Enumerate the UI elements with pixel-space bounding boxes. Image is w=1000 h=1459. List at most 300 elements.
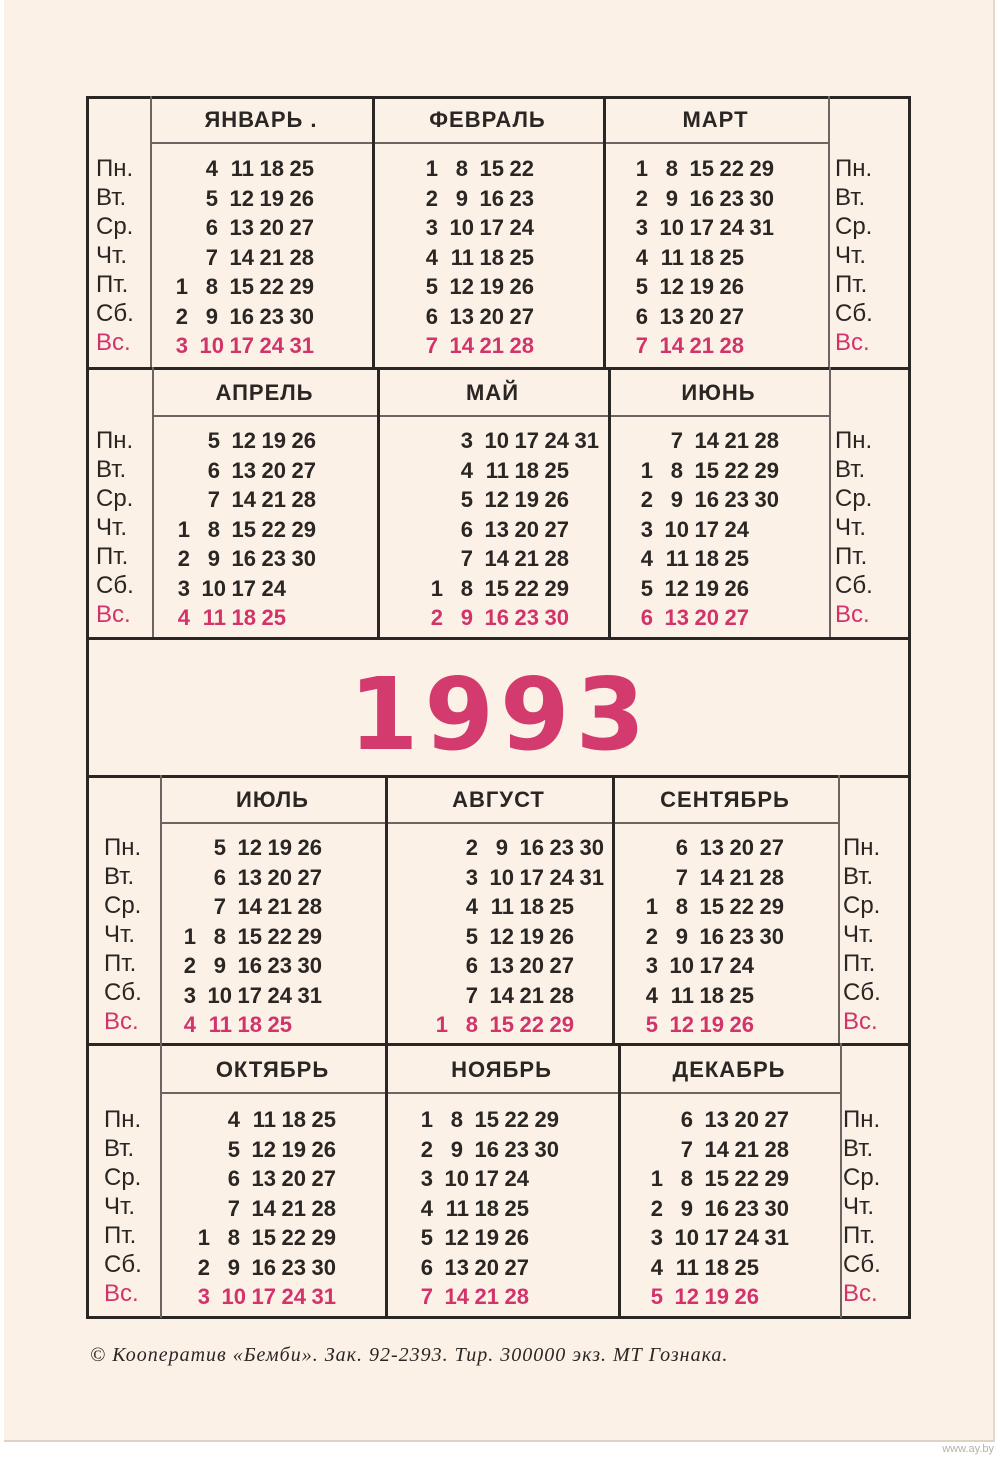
day-number: 13 [444,1254,469,1280]
weekday-label: Пн. [835,155,873,182]
month-title [152,373,377,413]
weekday-label: Вт. [843,863,874,890]
day-number: 16 [251,1254,276,1280]
day-number: 9 [207,546,220,571]
day-number: 14 [229,244,254,270]
day-number: 24 [261,575,286,601]
day-number: 22 [259,274,284,299]
day-number: 27 [724,605,749,630]
weekday-label: Пт. [843,950,876,977]
day-number: 8 [460,575,473,601]
day-number: 17 [474,1166,499,1191]
day-number: 30 [311,1254,336,1280]
year-band-bottom-line [86,775,911,778]
day-number: 23 [514,605,539,630]
day-number: 9 [495,835,508,860]
day-number: 29 [311,1225,336,1250]
day-number: 9 [680,1195,693,1221]
day-number: 2 [635,185,648,211]
weekday-label: Чт. [96,242,127,269]
day-number: 24 [267,982,292,1008]
day-number: 17 [514,428,539,453]
day-number: 27 [764,1107,789,1132]
day-number: 16 [694,487,719,512]
day-number: 9 [665,185,678,211]
day-number: 12 [251,1136,276,1162]
day-number: 8 [670,457,683,483]
day-number: 28 [504,1284,529,1309]
day-number: 4 [177,605,190,630]
day-number: 7 [460,546,473,571]
day-number: 13 [231,457,256,483]
day-number: 12 [659,274,684,299]
month-title [603,100,828,140]
weekday-label: Пн. [843,834,881,861]
day-number: 23 [259,303,284,329]
day-number: 13 [699,835,724,860]
day-number: 25 [311,1107,336,1132]
weekday-label: Вт. [96,456,127,483]
day-number: 10 [444,1166,469,1191]
day-number: 12 [674,1284,699,1309]
day-number: 30 [544,605,569,630]
day-number: 20 [514,516,539,542]
day-number: 16 [699,923,724,949]
column-divider-line [838,775,840,1043]
day-number: 4 [425,244,438,270]
day-number: 18 [231,605,256,630]
weekday-labels-left [104,833,142,1036]
day-number: 31 [289,333,314,358]
day-number: 25 [544,457,569,483]
day-number: 10 [449,215,474,240]
day-number: 26 [734,1284,759,1309]
title-divider-line [160,1092,840,1094]
day-number: 24 [259,333,284,358]
day-number: 26 [719,274,744,299]
day-number: 6 [675,835,688,860]
day-number: 6 [680,1107,693,1132]
day-number: 15 [689,156,714,181]
weekday-label: Чт. [96,514,127,541]
day-number: 18 [479,244,504,270]
day-number: 11 [490,894,514,919]
day-number: 11 [230,156,254,181]
month-name: АВГУСТ [452,787,545,812]
month-title [150,100,372,140]
day-number: 28 [719,333,744,358]
weekday-label: Ср. [96,213,134,240]
month-name: ОКТЯБРЬ [215,1057,330,1082]
day-number: 12 [484,487,509,512]
year-band-top-line [86,637,911,640]
day-number: 8 [675,894,688,919]
weekday-label: Ср. [835,213,873,240]
day-number: 29 [544,575,569,601]
day-number: 8 [205,274,218,299]
day-number: 5 [645,1012,658,1037]
day-number: 21 [734,1136,759,1162]
day-number: 27 [504,1254,529,1280]
day-number: 21 [281,1195,306,1221]
day-number: 9 [460,605,473,630]
day-number: 15 [694,457,719,483]
weekday-label: Вт. [104,1135,135,1162]
weekday-label: Вс. [96,601,131,628]
day-number: 9 [213,953,226,978]
day-number: 7 [465,982,478,1008]
day-number: 26 [291,428,316,453]
month-title [612,780,838,820]
month-name: ДЕКАБРЬ [672,1057,786,1082]
day-number: 30 [764,1195,789,1221]
weekday-label: Пт. [843,1222,876,1249]
day-number: 26 [509,274,534,299]
day-number: 17 [237,982,262,1008]
weekday-label: Ср. [104,892,142,919]
weekday-label: Пт. [104,950,137,977]
day-number: 18 [281,1107,306,1132]
day-number: 27 [509,303,534,329]
day-number: 18 [689,244,714,270]
weekday-label: Пт. [835,271,868,298]
weekday-labels-right [835,154,873,357]
day-number: 13 [659,303,684,329]
day-number: 28 [764,1136,789,1162]
day-number: 21 [267,894,292,919]
day-number: 30 [759,923,784,949]
weekday-label: Ср. [835,485,873,512]
day-number: 21 [261,487,286,512]
weekday-label: Сб. [835,300,873,327]
weekday-label: Чт. [835,514,866,541]
day-number: 18 [474,1195,499,1221]
month-name: ИЮЛЬ [236,787,309,812]
day-number: 1 [177,516,190,542]
weekday-label: Пт. [835,543,868,570]
day-number: 12 [229,185,254,211]
month-name: ИЮНЬ [681,380,756,405]
day-number: 29 [764,1166,789,1191]
day-number: 4 [205,156,218,181]
weekday-label: Сб. [104,979,142,1006]
day-number: 13 [237,864,262,890]
day-number: 11 [202,605,226,630]
day-number: 11 [670,982,694,1008]
day-number: 15 [474,1107,499,1132]
day-number: 20 [734,1107,759,1132]
day-number: 5 [207,428,220,453]
day-number: 3 [465,864,478,890]
weekday-label: Ср. [843,1164,881,1191]
day-number: 10 [669,953,694,978]
day-number: 30 [579,835,604,860]
day-number: 5 [420,1225,433,1250]
day-number: 14 [231,487,256,512]
day-number: 22 [261,516,286,542]
day-number: 11 [252,1107,276,1132]
day-number: 5 [205,185,218,211]
day-number: 21 [729,864,754,890]
day-number: 3 [197,1284,210,1309]
day-number: 12 [231,428,256,453]
day-number: 2 [425,185,438,211]
day-number: 23 [504,1136,529,1162]
day-number: 29 [291,516,316,542]
imprint-footer: © Кооператив «Бемби». Зак. 92-2393. Тир. 300000 экз. МТ Гознака. [90,1344,729,1366]
day-number: 11 [208,1012,232,1037]
day-number: 25 [289,156,314,181]
day-number: 29 [297,923,322,949]
day-number: 30 [754,487,779,512]
day-number: 29 [289,274,314,299]
day-number: 4 [420,1195,433,1221]
day-number: 7 [425,333,438,358]
day-number: 15 [237,923,262,949]
day-number: 7 [227,1195,240,1221]
day-number: 3 [640,516,653,542]
year-heading: 1993 [348,656,652,773]
day-number: 4 [183,1012,196,1037]
day-number: 25 [261,605,286,630]
watermark: www.ay.by [942,1443,994,1455]
day-number: 18 [259,156,284,181]
day-number: 13 [449,303,474,329]
day-number: 28 [544,546,569,571]
day-number: 8 [665,156,678,181]
day-number: 23 [724,487,749,512]
weekday-labels-right [843,833,881,1036]
day-number: 3 [183,982,196,1008]
day-number: 28 [289,244,314,270]
day-number: 11 [445,1195,469,1221]
day-number: 12 [489,923,514,949]
day-number: 14 [699,864,724,890]
day-number: 31 [574,428,599,453]
day-number: 18 [519,894,544,919]
day-number: 5 [425,274,438,299]
day-number: 19 [704,1284,729,1309]
day-number: 28 [549,982,574,1008]
day-number: 20 [281,1166,306,1191]
day-number: 18 [237,1012,262,1037]
day-number: 10 [199,333,224,358]
day-number: 14 [251,1195,276,1221]
day-number: 22 [509,156,534,181]
weekday-label: Вс. [835,329,870,356]
day-number: 3 [460,428,473,453]
day-number: 2 [430,605,443,630]
day-number: 13 [229,215,254,240]
day-number: 10 [221,1284,246,1309]
day-number: 4 [460,457,473,483]
day-number: 5 [213,835,226,860]
day-number: 27 [289,215,314,240]
day-number: 29 [534,1107,559,1132]
day-number: 31 [311,1284,336,1309]
day-number: 21 [474,1284,499,1309]
weekday-label: Сб. [843,1251,881,1278]
column-divider-line [840,1043,842,1318]
day-number: 1 [197,1225,210,1250]
day-number: 19 [694,575,719,601]
day-number: 3 [420,1166,433,1191]
day-number: 20 [261,457,286,483]
weekday-label: Вс. [835,601,870,628]
day-number: 24 [544,428,569,453]
day-number: 27 [291,457,316,483]
day-number: 19 [267,835,292,860]
day-number: 19 [474,1225,499,1250]
title-divider-line [152,415,829,417]
day-number: 8 [213,923,226,949]
weekday-label: Чт. [104,1193,135,1220]
weekday-label: Пн. [96,155,134,182]
month-title [160,1050,385,1090]
month-title [372,100,603,140]
day-number: 31 [297,982,322,1008]
day-number: 29 [749,156,774,181]
day-number: 21 [259,244,284,270]
weekday-label: Пн. [96,427,134,454]
day-number: 7 [670,428,683,453]
day-number: 10 [489,864,514,890]
day-number: 25 [504,1195,529,1221]
day-number: 14 [444,1284,469,1309]
day-number: 22 [267,923,292,949]
weekday-label: Вс. [843,1280,878,1307]
month-name: СЕНТЯБРЬ [660,787,790,812]
day-number: 24 [281,1284,306,1309]
day-number: 6 [207,457,220,483]
day-number: 20 [689,303,714,329]
weekday-label: Вт. [835,184,866,211]
day-number: 19 [479,274,504,299]
day-number: 19 [281,1136,306,1162]
weekday-labels-right [843,1105,881,1308]
day-number: 13 [664,605,689,630]
day-number: 2 [183,953,196,978]
day-number: 13 [489,953,514,978]
weekday-labels-left [96,154,134,357]
weekday-label: Чт. [843,1193,874,1220]
weekday-label: Вс. [843,1008,878,1035]
day-number: 7 [205,244,218,270]
day-number: 11 [660,244,684,270]
day-number: 4 [635,244,648,270]
day-number: 17 [699,953,724,978]
day-number: 3 [425,215,438,240]
day-number: 26 [729,1012,754,1037]
day-number: 22 [724,457,749,483]
day-number: 28 [291,487,316,512]
month-name: МАЙ [465,380,520,405]
day-number: 14 [694,428,719,453]
column-divider-line [829,367,831,637]
day-number: 23 [549,835,574,860]
day-number: 16 [519,835,544,860]
day-number: 25 [734,1254,759,1280]
day-number: 20 [729,835,754,860]
day-number: 10 [201,575,226,601]
day-number: 22 [719,156,744,181]
day-number: 24 [729,953,754,978]
weekday-label: Пт. [96,543,129,570]
day-number: 24 [719,215,744,240]
day-number: 20 [519,953,544,978]
day-number: 17 [694,516,719,542]
day-number: 22 [504,1107,529,1132]
day-number: 21 [724,428,749,453]
day-number: 16 [484,605,509,630]
day-number: 16 [474,1136,499,1162]
day-number: 13 [251,1166,276,1191]
day-number: 21 [514,546,539,571]
day-number: 17 [689,215,714,240]
day-number: 30 [297,953,322,978]
day-number: 16 [689,185,714,211]
day-number: 11 [450,244,474,270]
day-number: 28 [759,864,784,890]
day-number: 3 [645,953,658,978]
day-number: 14 [489,982,514,1008]
day-number: 20 [259,215,284,240]
day-number: 22 [514,575,539,601]
day-number: 14 [449,333,474,358]
day-number: 25 [509,244,534,270]
day-number: 11 [675,1254,699,1280]
day-number: 6 [425,303,438,329]
day-number: 12 [444,1225,469,1250]
day-number: 4 [645,982,658,1008]
weekday-label: Вт. [104,863,135,890]
day-number: 4 [640,546,653,571]
block-divider-line [86,367,911,370]
weekday-labels-left [104,1105,142,1308]
day-number: 1 [650,1166,663,1191]
day-number: 11 [665,546,689,571]
month-title [618,1050,840,1090]
month-name: АПРЕЛЬ [215,380,314,405]
day-number: 29 [754,457,779,483]
frame-bottom-line [86,1316,911,1319]
day-number: 8 [227,1225,240,1250]
day-number: 12 [664,575,689,601]
day-number: 5 [465,923,478,949]
day-number: 7 [207,487,220,512]
day-number: 25 [267,1012,292,1037]
day-number: 15 [479,156,504,181]
weekday-label: Пт. [96,271,129,298]
day-number: 15 [699,894,724,919]
day-number: 15 [251,1225,276,1250]
month-name: ЯНВАРЬ [204,107,304,132]
day-number: 31 [749,215,774,240]
day-number: 8 [207,516,220,542]
day-number: 19 [514,487,539,512]
month-title-mark: . [303,107,318,132]
day-number: 8 [680,1166,693,1191]
day-number: 22 [734,1166,759,1191]
day-number: 23 [267,953,292,978]
day-number: 17 [479,215,504,240]
day-number: 24 [549,864,574,890]
day-number: 27 [719,303,744,329]
day-number: 7 [635,333,648,358]
day-number: 20 [479,303,504,329]
day-number: 6 [420,1254,433,1280]
day-number: 13 [704,1107,729,1132]
